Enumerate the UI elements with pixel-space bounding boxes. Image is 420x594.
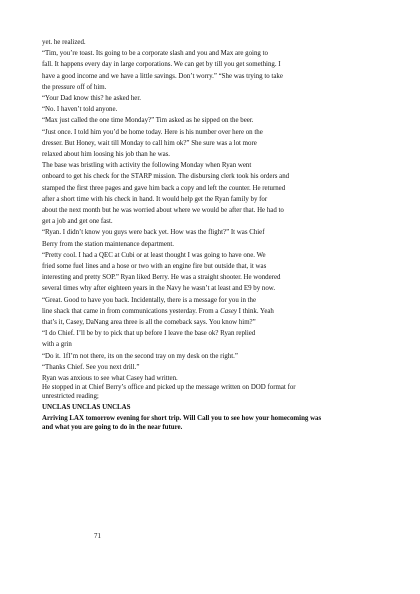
message-text: and what you are going to do in the near future. — [42, 424, 183, 432]
document-body — [42, 37, 386, 432]
text-fragment: I think. Yeah — [236, 307, 274, 315]
message-text: Arriving LAX tomorrow evening for short trip. Will Call you to see how your homecoming was — [42, 415, 322, 423]
text-line: yet. he realized. — [42, 39, 86, 46]
text-line: stamped the first three pages and gave him back a copy and left the counter. He returned — [42, 184, 286, 192]
text-line: have a good income and we have a little savings. Don’t worry.” “She was trying to take — [42, 72, 283, 80]
text-line: “Just once. I told him you’d be home today. Here is his number over here on the — [42, 128, 263, 136]
text-line: fall. It happens every day in large corporations. We can get by till you get something. I — [42, 61, 281, 69]
text-line: “Max just called the one time Monday?” Tim asked as he sipped on the beer. — [42, 117, 254, 125]
text-line: Berry from the station maintenance department. — [42, 240, 175, 248]
text-line: The base was bristling with activity the following Monday when Ryan went — [42, 162, 252, 170]
text-line: Ryan was anxious to see what Casey had written. — [42, 375, 178, 383]
text-line: “No. I haven’t told anyone. — [42, 106, 118, 114]
text-line: that’s it, Casey, DaNang area three is all the comeback says. You know him?” — [42, 319, 256, 327]
page-number: 71 — [94, 533, 101, 540]
text-line: get a job and get one fast. — [42, 218, 113, 226]
text-line: dresser. But Honey, wait till Monday to call him ok?” She sure was a lot more — [42, 139, 257, 147]
text-line: “Do it. 1fI’m not there, its on the second tray on my desk on the right.” — [42, 352, 238, 360]
text-line: several times why after eighteen years in the Navy he wasn’t at least and E9 by now. — [42, 285, 276, 293]
text-line: “Pretty cool. I had a QEC at Cubi or at least thought I was going to have one. We — [42, 251, 266, 259]
text-line: He stopped in at Chief Berry’s office and picked up the message written on DOD format for — [42, 384, 296, 392]
text-line: relaxed about him loosing his job than he was. — [42, 151, 171, 159]
text-line: “Your Dad know this? he asked her. — [42, 95, 142, 103]
text-line: the pressure off of him. — [42, 83, 107, 91]
text-line: fried some fuel lines and a hose or two with an engine fire but outside that, it was — [42, 263, 267, 271]
classification-heading: UNCLAS UNCLAS UNCLAS — [42, 404, 131, 412]
text-line: “Ryan. I didn’t know you guys were back yet. How was the flight?” It was Chief — [42, 229, 265, 237]
text-line: with a grin — [42, 341, 72, 349]
text-line: about the next month but he was worried about where we would be after that. He had to — [42, 207, 284, 215]
text-line: “Great. Good to have you back. Incidentally, there is a message for you in the — [42, 296, 257, 304]
text-line: onboard to get his check for the STARP mission. The disbursing clerk took his orders and — [42, 173, 290, 181]
text-line: “Tim, you’re toast. Its going to be a corporate slash and you and Max are going to — [42, 50, 268, 58]
text-line: “I do Chief. I’ll be by to pick that up before I leave the base ok? Ryan replied — [42, 330, 256, 338]
text-line: “Thanks Chief. See you next drill.” — [42, 363, 140, 371]
italic-name: Casey — [220, 307, 237, 315]
text-line — [42, 306, 386, 317]
text-line: unrestricted reading; — [42, 392, 99, 400]
text-line: after a short time with his check in hand. It would help get the Ryan family by for — [42, 195, 268, 203]
text-line: interesting and pretty SOP.” Ryan liked Berry. He was a straight shooter. He wondered — [42, 274, 281, 282]
text-fragment: line shack that came in from communications yesterday. From a — [42, 307, 221, 315]
